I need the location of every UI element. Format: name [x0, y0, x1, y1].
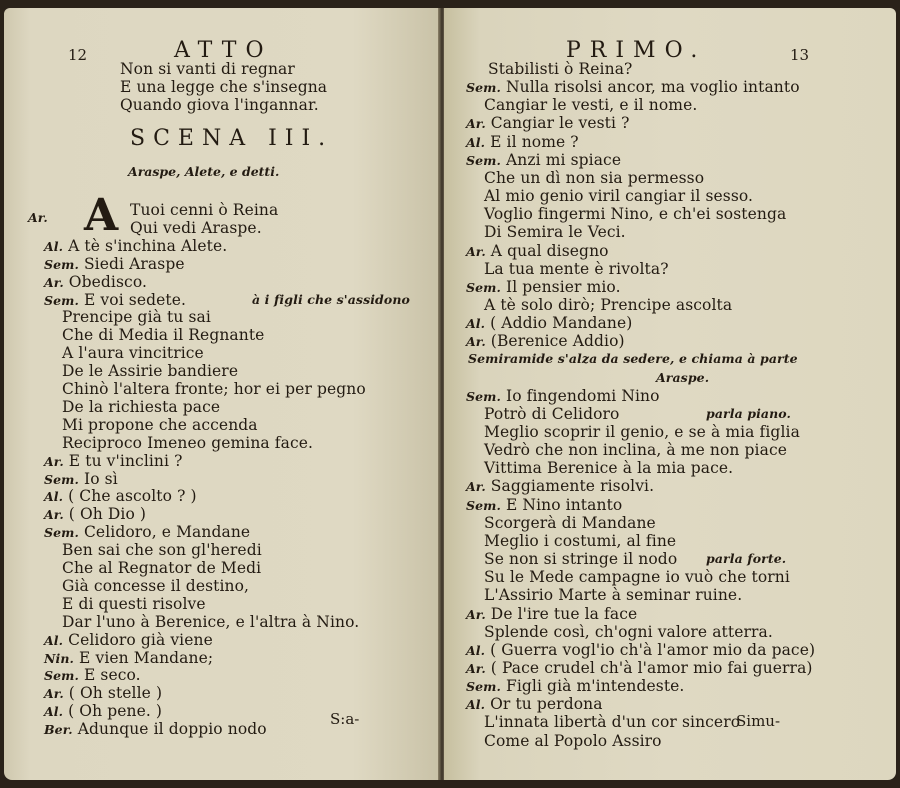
verse-text: Ben sai che son gl'heredi	[62, 541, 262, 560]
verse-line	[62, 577, 249, 595]
verse-line	[484, 441, 787, 459]
verse-text: Tuoi cenni ò Reina	[130, 201, 279, 219]
verse-line	[466, 314, 632, 333]
speaker-name: Al.	[44, 632, 64, 648]
verse-text: Stabilisti ò Reina?	[488, 60, 633, 78]
speaker-name: Ar.	[466, 479, 486, 495]
speaker-name: Sem.	[44, 471, 79, 487]
verse-line	[484, 296, 732, 314]
verse-text: Saggiamente risolvi.	[490, 477, 655, 496]
page-number: 13	[790, 46, 810, 64]
verse-text: Io sì	[83, 469, 118, 488]
speaker-name: Al.	[466, 697, 486, 713]
verse-line	[44, 487, 197, 506]
verse-text: Anzi mi spiace	[505, 150, 622, 169]
verse-text: ( Pace crudel ch'à l'amor mio fai guerra)	[490, 658, 813, 677]
scene-heading: SCENA III.	[130, 126, 334, 151]
verse-line	[62, 541, 262, 559]
stage-direction: Semiramide s'alza da sedere, e chiama à parte	[468, 351, 798, 367]
verse-text: (Berenice Addio)	[490, 332, 625, 351]
verse-text: Cangiar le vesti ?	[490, 114, 630, 133]
verse-text: Adunque il doppio nodo	[77, 720, 267, 739]
catchword: S:a-	[330, 710, 360, 728]
verse-line	[484, 623, 773, 641]
verse-line	[466, 496, 622, 515]
speaker-name: Al.	[466, 134, 486, 150]
verse-text: Meglio i costumi, al fine	[484, 531, 677, 550]
verse-text: Già concesse il destino,	[62, 576, 250, 595]
verse-line	[466, 659, 813, 678]
verse-text: Prencipe già tu sai	[62, 308, 211, 327]
verse-line	[44, 255, 185, 274]
running-head: ATTO	[174, 38, 273, 63]
verse-text: Quando giova l'ingannar.	[120, 96, 319, 114]
verse-text: A tè solo dirò; Prencipe ascolta	[484, 295, 733, 314]
verse-text: Voglio fingermi Nino, e ch'ei sostenga	[484, 205, 787, 224]
verse-line	[62, 344, 204, 362]
verse-line	[44, 452, 183, 471]
verse-line	[62, 434, 313, 452]
speaker-name: Ar.	[44, 686, 64, 702]
verse-line	[44, 523, 250, 542]
verse-line	[44, 237, 227, 256]
verse-text: La tua mente è rivolta?	[484, 259, 669, 278]
verse-text: De le Assirie bandiere	[62, 362, 239, 381]
verse-text: E voi sedete.	[83, 290, 187, 309]
verse-line	[466, 695, 603, 714]
verse-text: ( Guerra vogl'io ch'à l'amor mio da pace)	[490, 640, 816, 659]
verse-text: Cangiar le vesti, e il nome.	[484, 96, 698, 115]
verse-text: Al mio genio viril cangiar il sesso.	[484, 187, 754, 206]
speaker-name: Al.	[44, 489, 64, 505]
verse-text: Obedisco.	[68, 272, 148, 291]
verse-text: Figli già m'intendeste.	[505, 677, 685, 696]
stage-direction: parla forte.	[706, 551, 787, 567]
speaker-name: Al.	[44, 704, 64, 720]
verse-text: Mi propone che accenda	[62, 415, 258, 434]
speaker-name: Sem.	[466, 279, 501, 295]
speaker-name: Ar.	[466, 606, 486, 622]
verse-line	[484, 423, 800, 441]
verse-line	[466, 242, 609, 261]
verse-text: E seco.	[83, 666, 141, 685]
verse-text: Su le Mede campagne io vuò che torni	[484, 568, 790, 587]
verse-text: E il nome ?	[490, 132, 579, 151]
speaker-name: Al.	[44, 238, 64, 254]
verse-line	[120, 60, 295, 78]
speaker-name: Ar.	[466, 243, 486, 259]
verse-text: ( Oh pene. )	[68, 702, 163, 721]
verse-line	[44, 273, 147, 292]
verse-text: Reciproco Imeneo gemina face.	[62, 433, 314, 452]
scene-characters: Araspe, Alete, e detti.	[128, 164, 280, 179]
speaker-name: Ar.	[44, 507, 64, 523]
verse-line	[484, 459, 733, 477]
verse-line	[466, 677, 684, 696]
verse-text: Celidoro già viene	[68, 630, 213, 649]
verse-line	[62, 380, 366, 398]
verse-line	[466, 133, 579, 152]
verse-text: Che di Media il Regnante	[62, 326, 265, 345]
verse-text: Il pensier mio.	[505, 277, 621, 296]
verse-text: E vien Mandane;	[79, 648, 214, 667]
speaker-name: Sem.	[44, 525, 79, 541]
speaker-name: Sem.	[466, 388, 501, 404]
verse-text: A qual disegno	[490, 241, 609, 260]
verse-text: ( Che ascolto ? )	[68, 487, 197, 506]
right-page	[444, 8, 896, 780]
drop-cap: A	[84, 190, 119, 241]
verse-line	[130, 219, 262, 237]
verse-line	[62, 416, 258, 434]
verse-line	[466, 387, 660, 406]
verse-line	[62, 308, 211, 326]
verse-line	[62, 398, 220, 416]
verse-text: Siedi Araspe	[83, 254, 185, 273]
verse-line	[44, 649, 213, 668]
verse-text: Celidoro, e Mandane	[83, 523, 251, 542]
verse-text: Io fingendomi Nino	[505, 386, 660, 405]
speaker-name: Ar.	[44, 274, 64, 290]
speaker-name: Ar.	[28, 210, 48, 225]
verse-line	[484, 260, 669, 278]
verse-line	[484, 532, 676, 550]
verse-line	[44, 720, 267, 739]
verse-line	[484, 713, 740, 731]
verse-line	[44, 684, 162, 703]
verse-line	[44, 702, 162, 721]
verse-text: Scorgerà di Mandane	[484, 513, 656, 532]
verse-text: Come al Popolo Assiro	[484, 731, 662, 750]
speaker-name: Sem.	[466, 80, 501, 96]
speaker-name: Al.	[466, 316, 486, 332]
verse-text: Dar l'uno à Berenice, e l'altra à Nino.	[62, 612, 360, 631]
verse-text: De l'ire tue la face	[490, 604, 638, 623]
verse-line	[120, 78, 327, 96]
speaker-name: Ber.	[44, 722, 73, 738]
verse-text: E Nino intanto	[505, 495, 623, 514]
verse-line	[62, 362, 238, 380]
verse-text: Potrò di Celidoro	[484, 404, 620, 423]
verse-line	[44, 631, 213, 650]
verse-line	[466, 278, 621, 297]
verse-line	[120, 96, 319, 114]
verse-text: Di Semira le Veci.	[484, 223, 626, 242]
speaker-name: Sem.	[44, 668, 79, 684]
verse-text: Chinò l'altera fronte; hor ei per pegno	[62, 380, 366, 398]
verse-text: Splende così, ch'ogni valore atterra.	[484, 622, 773, 641]
verse-line	[466, 332, 625, 351]
verse-line	[62, 559, 261, 577]
verse-text: Se non si stringe il nodo	[484, 550, 678, 569]
verse-line	[466, 641, 815, 660]
verse-text: A l'aura vincitrice	[62, 344, 204, 363]
speaker-name: Ar.	[44, 453, 64, 469]
running-head: PRIMO.	[566, 38, 707, 63]
verse-line	[466, 78, 800, 97]
verse-text: ( Oh stelle )	[68, 684, 163, 703]
verse-text: Qui vedi Araspe.	[130, 218, 262, 237]
verse-text: E tu v'inclini ?	[68, 451, 183, 470]
verse-text: L'Assirio Marte à seminar ruine.	[484, 586, 743, 605]
stage-direction: Araspe.	[656, 369, 710, 385]
verse-line	[62, 613, 359, 631]
catchword: Simu-	[736, 712, 781, 730]
verse-line	[484, 405, 619, 423]
verse-text: Meglio scoprir il genio, e se à mia figlia	[484, 423, 800, 441]
verse-text: De la richiesta pace	[62, 397, 221, 416]
speaker-name: Sem.	[44, 292, 79, 308]
speaker-name: Ar.	[466, 334, 486, 350]
verse-text: ( Addio Mandane)	[490, 314, 633, 333]
verse-line	[466, 605, 637, 624]
verse-text: Vittima Berenice à la mia pace.	[484, 459, 734, 478]
verse-text: L'innata libertà d'un cor sincero	[484, 713, 741, 732]
verse-line	[62, 595, 206, 613]
verse-line	[44, 470, 118, 489]
speaker-name: Ar.	[466, 116, 486, 132]
verse-line	[130, 201, 278, 219]
verse-line	[466, 151, 621, 170]
speaker-name: Sem.	[466, 679, 501, 695]
verse-line	[484, 187, 753, 205]
verse-text: Nulla risolsi ancor, ma voglio intanto	[505, 78, 800, 97]
page-number: 12	[68, 46, 88, 64]
verse-line	[484, 205, 786, 223]
left-page	[4, 8, 440, 780]
verse-text: ( Oh Dio )	[68, 505, 147, 524]
verse-line	[466, 477, 654, 496]
verse-line	[484, 223, 626, 241]
verse-text: Che al Regnator de Medi	[62, 559, 262, 577]
speaker-name: Al.	[466, 642, 486, 658]
verse-line	[44, 291, 186, 310]
verse-line	[484, 514, 656, 532]
verse-line	[484, 568, 790, 586]
verse-line	[44, 666, 141, 685]
verse-text: Vedrò che non inclina, à me non piace	[484, 441, 787, 460]
speaker-name: Sem.	[44, 256, 79, 272]
stage-direction: parla piano.	[706, 405, 791, 421]
speaker-name: Sem.	[466, 152, 501, 168]
speaker-name: Ar.	[466, 660, 486, 676]
verse-line	[488, 60, 632, 78]
verse-text: Che un dì non sia permesso	[484, 168, 705, 187]
speaker-name: Sem.	[466, 497, 501, 513]
verse-line	[484, 732, 662, 750]
verse-text: E di questi risolve	[62, 594, 206, 613]
verse-text: E una legge che s'insegna	[120, 78, 328, 96]
verse-line	[466, 114, 630, 133]
verse-line	[484, 96, 697, 114]
speaker-name: Nin.	[44, 650, 75, 666]
verse-text: Or tu perdona	[490, 695, 603, 714]
verse-text: Non si vanti di regnar	[120, 60, 295, 78]
verse-line	[484, 586, 742, 604]
verse-line	[44, 505, 146, 524]
verse-line	[484, 169, 704, 187]
verse-line	[62, 326, 264, 344]
verse-text: A tè s'inchina Alete.	[68, 236, 228, 255]
verse-line	[484, 550, 677, 568]
stage-direction: à i figli che s'assidono	[252, 291, 410, 307]
